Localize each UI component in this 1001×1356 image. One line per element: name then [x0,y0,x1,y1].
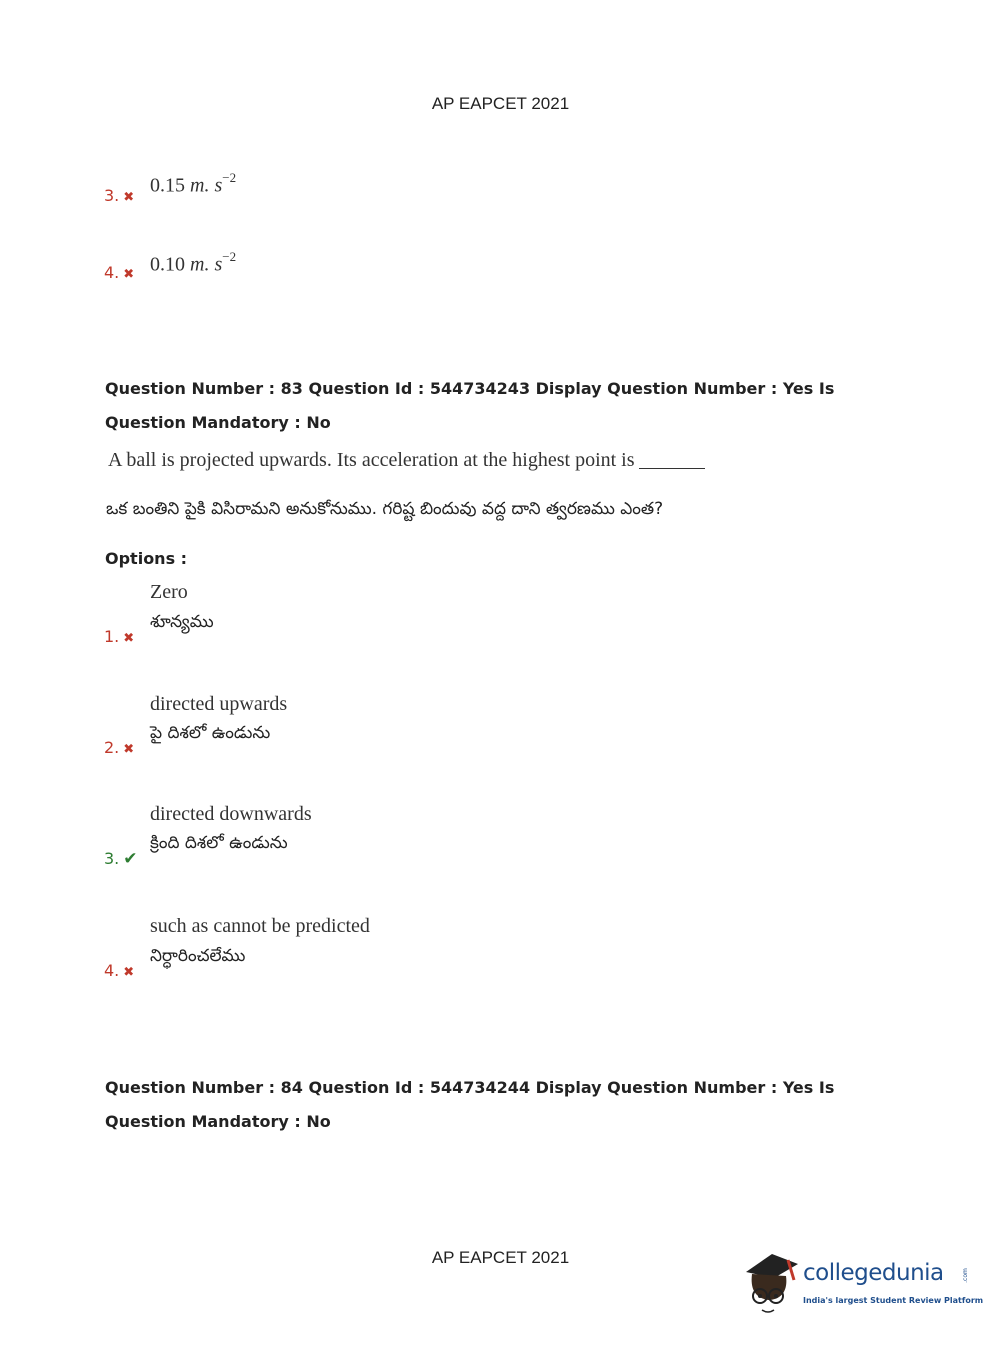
option-text-en: Zero [150,581,188,603]
wrong-icon: ✖ [123,631,135,646]
logo-suffix: .com [961,1268,969,1283]
option-number: 3. ✔ [104,849,138,869]
question-83-text-te: ఒక బంతిని పైకి విసిరామని అనుకోనుము. గరిష్ట బిందువు వద్ద దాని త్వరణము ఎంత? [106,499,664,519]
wrong-icon: ✖ [123,267,135,282]
option-number: 1. ✖ [104,627,135,646]
wrong-icon: ✖ [123,742,135,757]
options-label: Options : [105,549,188,568]
question-83-meta: Question Number : 83 Question Id : 544734243 Display Question Number : Yes Is Question Mandatory : No [105,379,835,432]
option-text-te: నిర్ధారించలేము [150,946,246,966]
option-value: 0.15 m. $s^{-2}$ [150,170,237,197]
option-number: 4. ✖ [104,263,135,282]
correct-check-icon: ✔ [123,849,138,869]
option-text-en: such as cannot be predicted [150,915,370,937]
option-value: 0.10 m. $s^{-2}$ [150,249,237,276]
option-text-en: directed downwards [150,803,312,825]
wrong-icon: ✖ [123,965,135,980]
option-number: 2. ✖ [104,738,135,757]
option-text-en: directed upwards [150,693,288,715]
page-header: AP EAPCET 2021 [431,94,570,113]
option-text-te: శూన్యము [150,612,214,632]
question-84-meta: Question Number : 84 Question Id : 544734244 Display Question Number : Yes Is Question Mandatory : No [105,1078,835,1131]
answer-blank [639,468,705,469]
wrong-icon: ✖ [123,190,135,205]
logo-tagline: India's largest Student Review Platform [803,1296,984,1305]
logo-name: collegedunia [803,1260,944,1286]
option-number: 4. ✖ [104,961,135,980]
option-number: 3. ✖ [104,186,135,205]
option-text-te: క్రింది దిశలో ఉండును [150,833,288,853]
question-83-text-en: A ball is projected upwards. Its acceleration at the highest point is [108,449,705,472]
page-footer: AP EAPCET 2021 [431,1248,570,1267]
collegedunia-logo [742,1250,984,1320]
mascot-icon [742,1250,802,1320]
option-text-te: పై దిశలో ఉండును [150,723,271,743]
